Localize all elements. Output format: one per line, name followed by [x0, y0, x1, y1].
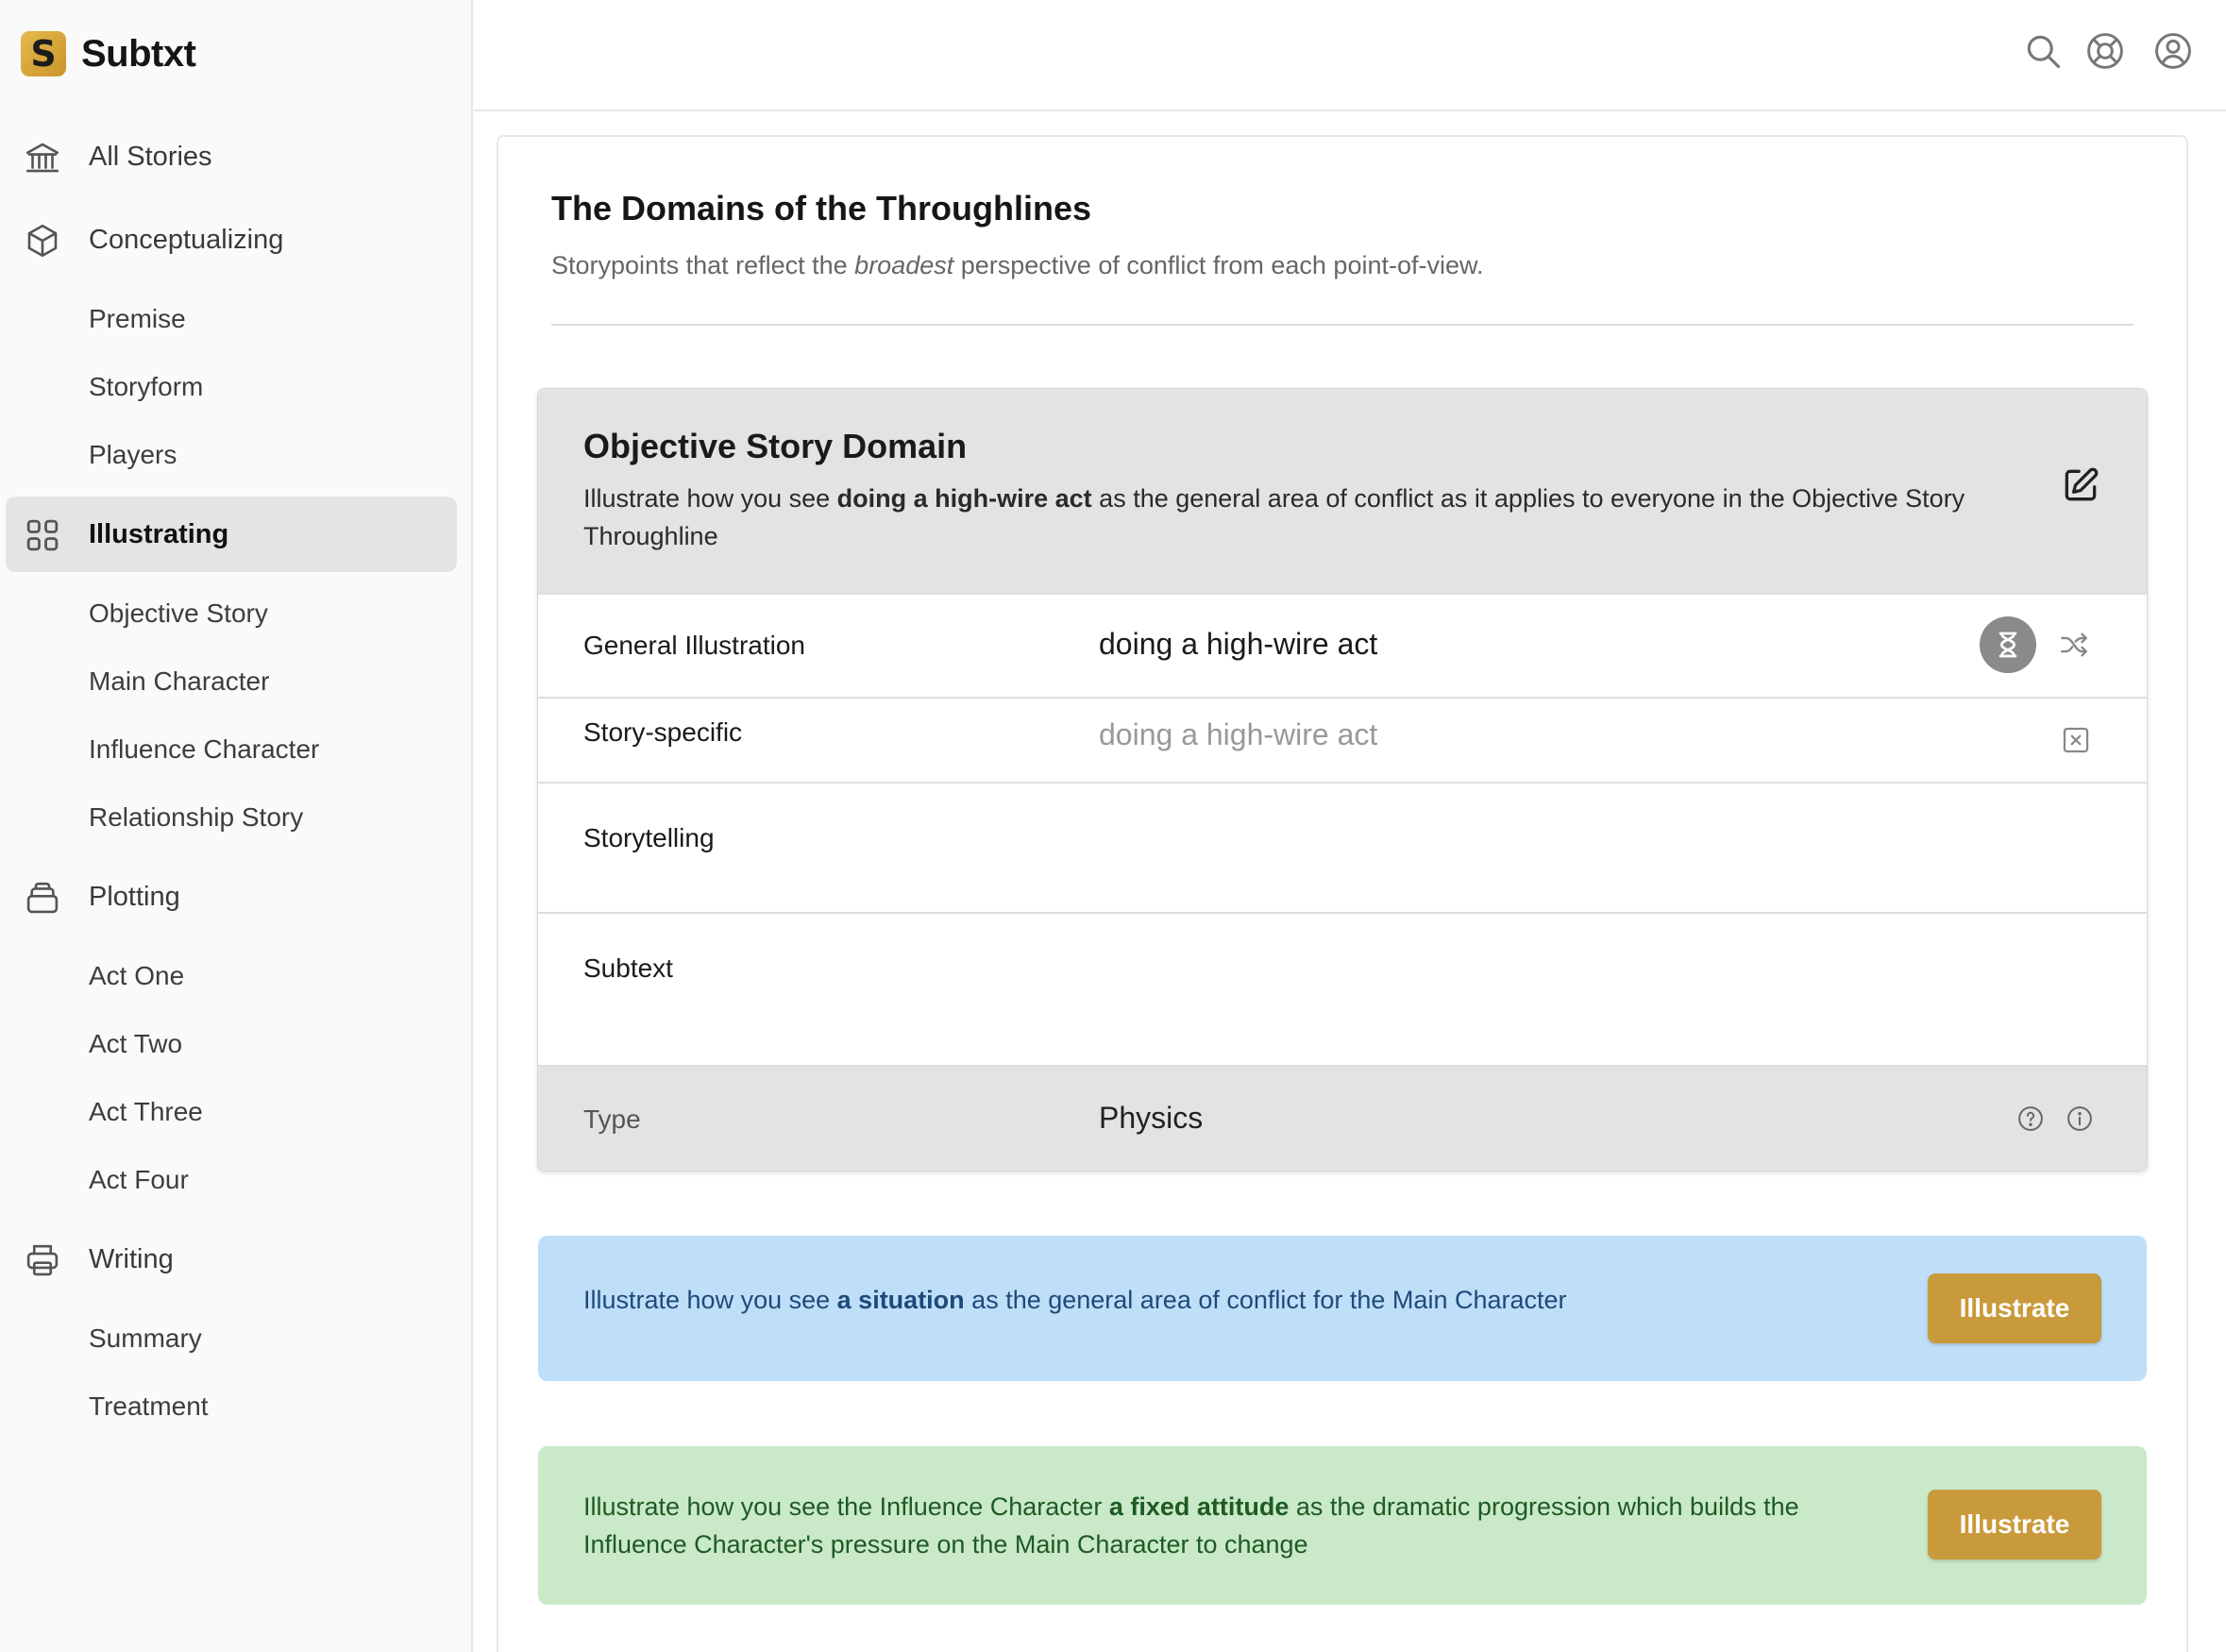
topbar: [474, 0, 2226, 111]
printer-icon: [23, 1240, 62, 1280]
sidebar-item-storyform[interactable]: Storyform: [89, 372, 204, 401]
sidebar-item-summary[interactable]: Summary: [89, 1323, 202, 1353]
edit-icon[interactable]: [2060, 464, 2101, 506]
sidebar-section-label: Writing: [89, 1243, 174, 1274]
help-icon[interactable]: [2016, 1104, 2045, 1133]
domain-desc-text: Illustrate how you see: [583, 484, 837, 513]
domain-desc-text: as the general area of conflict as it applies to everyone in the Objective Story Throughline: [583, 484, 1965, 550]
domain-desc-bold: doing a high-wire act: [836, 484, 1092, 513]
page-title: The Domains of the Throughlines: [551, 189, 1092, 228]
domain-title: Objective Story Domain: [583, 427, 968, 465]
influence-character-callout: [538, 1446, 2147, 1605]
sidebar-section-illustrating[interactable]: [6, 497, 457, 572]
brand[interactable]: [21, 30, 195, 77]
clear-icon[interactable]: [2060, 724, 2092, 756]
page-subtitle: [551, 251, 1484, 280]
sidebar-item-premise[interactable]: Premise: [89, 304, 186, 333]
domain-header: [538, 389, 2147, 593]
sidebar-item-act-four[interactable]: Act Four: [89, 1165, 189, 1194]
storytelling-row[interactable]: [538, 782, 2147, 912]
objective-story-domain-panel: [537, 388, 2148, 1172]
sidebar-item-act-two[interactable]: Act Two: [89, 1029, 183, 1058]
subtext-row[interactable]: [538, 912, 2147, 1065]
sidebar-section-label: All Stories: [89, 141, 212, 172]
user-circle-icon[interactable]: [2152, 30, 2194, 72]
sidebar: [0, 0, 473, 1652]
sidebar-section-label: Plotting: [89, 881, 180, 912]
sidebar-item-relationship-story[interactable]: Relationship Story: [89, 802, 304, 832]
callout-text-part: Illustrate how you see the Influence Character: [583, 1492, 1109, 1521]
sidebar-item-objective-story[interactable]: Objective Story: [89, 598, 268, 628]
sidebar-section-all-stories[interactable]: [6, 119, 457, 194]
callout-text-part: Illustrate how you see: [583, 1286, 837, 1314]
type-row: [538, 1065, 2147, 1172]
callout-text: [583, 1281, 1886, 1319]
sidebar-section-plotting[interactable]: [6, 859, 457, 935]
sidebar-item-main-character[interactable]: Main Character: [89, 666, 270, 696]
info-icon[interactable]: [2066, 1104, 2094, 1133]
search-icon[interactable]: [2022, 30, 2064, 72]
story-specific-row: [538, 697, 2147, 782]
general-illustration-row: [538, 593, 2147, 697]
shuffle-icon[interactable]: [2058, 629, 2090, 661]
sidebar-item-players[interactable]: Players: [89, 440, 177, 469]
hourglass-button[interactable]: [1980, 616, 2036, 673]
brand-name: Subtxt: [81, 32, 196, 75]
row-label: Subtext: [583, 953, 673, 983]
sidebar-item-act-three[interactable]: Act Three: [89, 1097, 203, 1126]
divider: [551, 324, 2133, 326]
illustrate-main-character-button[interactable]: Illustrate: [1928, 1273, 2101, 1343]
sidebar-section-label: Conceptualizing: [89, 224, 284, 255]
domain-description: [583, 480, 2037, 555]
row-label: General Illustration: [583, 631, 806, 660]
subtitle-text: perspective of conflict from each point-of-view.: [953, 251, 1484, 279]
subtitle-emphasis: broadest: [854, 251, 954, 279]
sidebar-item-influence-character[interactable]: Influence Character: [89, 734, 320, 764]
row-label: Type: [583, 1104, 641, 1134]
lifebuoy-icon[interactable]: [2084, 30, 2126, 72]
row-label: Storytelling: [583, 823, 715, 852]
callout-text: [583, 1488, 1886, 1563]
general-illustration-value[interactable]: doing a high-wire act: [1099, 627, 1378, 661]
sidebar-section-writing[interactable]: [6, 1222, 457, 1297]
story-specific-value[interactable]: doing a high-wire act: [1099, 717, 1378, 751]
callout-text-part: as the general area of conflict for the Main Character: [964, 1286, 1567, 1314]
sidebar-item-act-one[interactable]: Act One: [89, 961, 185, 990]
callout-text-part: as the dramatic progression which builds the Influence Character's pressure on the Main Character to change: [583, 1492, 1799, 1559]
grid-icon: [23, 515, 62, 555]
illustrate-influence-character-button[interactable]: Illustrate: [1928, 1490, 2101, 1559]
cube-icon: [23, 221, 62, 261]
sidebar-section-label: Illustrating: [89, 518, 229, 549]
callout-text-bold: a fixed attitude: [1108, 1492, 1290, 1521]
bank-icon: [23, 138, 62, 177]
row-label: Story-specific: [583, 717, 743, 747]
callout-text-bold: a situation: [836, 1286, 965, 1314]
sidebar-section-conceptualizing[interactable]: [6, 202, 457, 278]
type-value: Physics: [1099, 1101, 1204, 1135]
brand-logo: S: [21, 31, 66, 76]
layers-icon: [23, 878, 62, 918]
main-character-callout: [538, 1236, 2147, 1381]
sidebar-item-treatment[interactable]: Treatment: [89, 1391, 209, 1421]
subtitle-text: Storypoints that reflect the: [551, 251, 855, 279]
hourglass-icon: [1993, 630, 2023, 660]
